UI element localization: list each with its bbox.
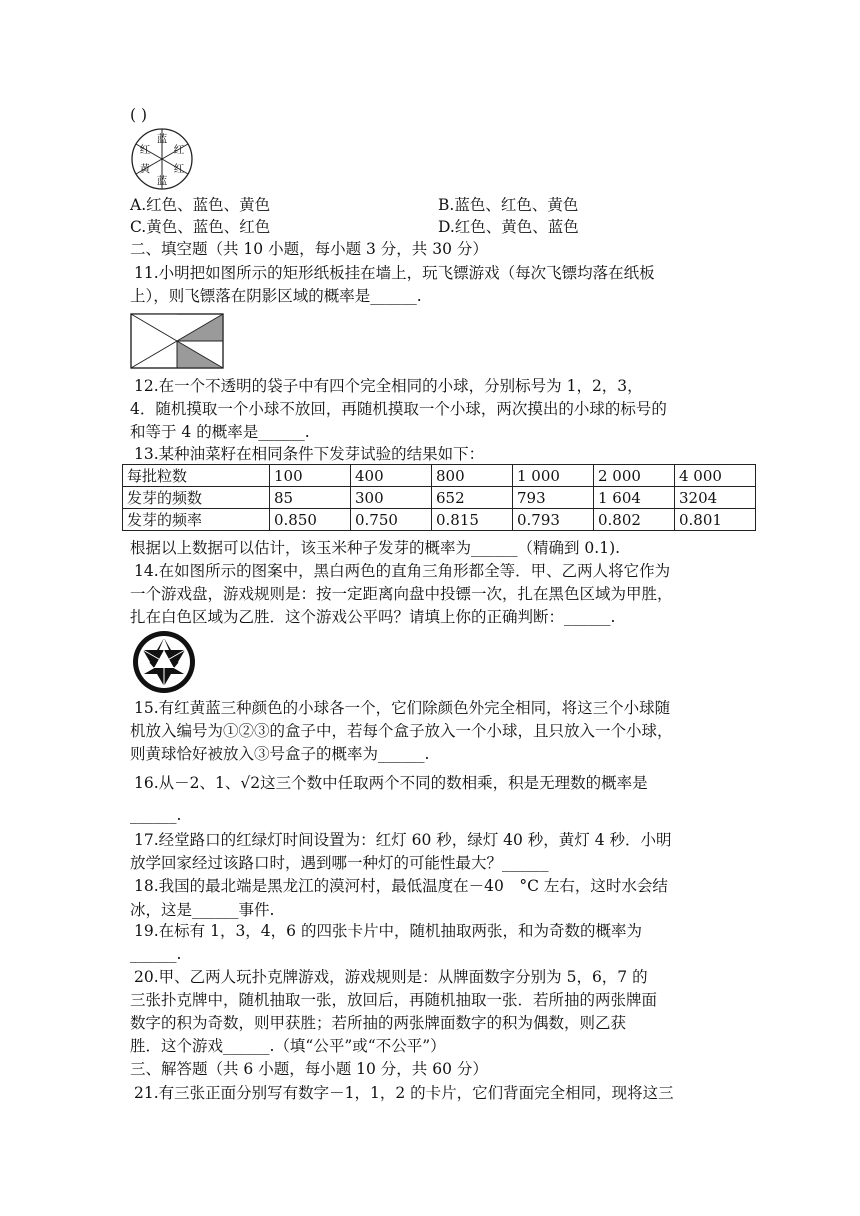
spinner-figure bbox=[130, 127, 194, 191]
q17-line2: 放学回家经过该路口时，遇到哪一种灯的可能性最大？______ bbox=[130, 854, 549, 872]
q19-line2: ______. bbox=[130, 945, 182, 963]
table-cell: 0.815 bbox=[432, 509, 513, 531]
table-cell: 2 000 bbox=[594, 465, 675, 487]
q19-line1: 19.在标有 1，3，4，6 的四张卡片中，随机抽取两张，和为奇数的概率为 bbox=[134, 922, 642, 940]
table-cell: 1 604 bbox=[594, 487, 675, 509]
q18-line2: 冰，这是______事件. bbox=[130, 901, 275, 919]
choice-a: A.红色、蓝色、黄色 bbox=[130, 196, 271, 214]
q15-line2: 机放入编号为①②③的盒子中，若每个盒子放入一个小球，且只放入一个小球， bbox=[130, 722, 673, 740]
table-cell: 793 bbox=[513, 487, 594, 509]
q17-line1: 17.经堂路口的红绿灯时间设置为：红灯 60 秒，绿灯 40 秒，黄灯 4 秒．小明 bbox=[134, 831, 672, 849]
q11-line1: 11.小明把如图所示的矩形纸板挂在墙上，玩飞镖游戏（每次飞镖均落在纸板 bbox=[134, 264, 655, 282]
table-cell: 0.793 bbox=[513, 509, 594, 531]
table-row bbox=[123, 487, 756, 509]
spinner-label: 红 bbox=[173, 144, 185, 156]
choice-b: B.蓝色、红色、黄色 bbox=[438, 196, 579, 214]
table-cell: 每批粒数 bbox=[123, 465, 270, 487]
q11-line2: 上），则飞镖落在阴影区域的概率是______. bbox=[130, 287, 422, 305]
table-cell: 400 bbox=[351, 465, 432, 487]
q16-line2: ______. bbox=[130, 806, 182, 824]
table-cell: 0.850 bbox=[270, 509, 351, 531]
triangle-pattern-figure bbox=[131, 630, 197, 694]
q12-line2: 4．随机摸取一个小球不放回，再随机摸取一个小球，两次摸出的小球的标号的 bbox=[130, 400, 667, 418]
spinner-label: 红 bbox=[173, 163, 185, 175]
table-cell: 800 bbox=[432, 465, 513, 487]
table-cell: 1 000 bbox=[513, 465, 594, 487]
q15-line1: 15.有红黄蓝三种颜色的小球各一个，它们除颜色外完全相同，将这三个小球随 bbox=[134, 699, 671, 717]
table-cell: 4 000 bbox=[675, 465, 756, 487]
q20-line2: 三张扑克牌中，随机抽取一张，放回后，再随机抽取一张．若所抽的两张牌面 bbox=[130, 991, 658, 1009]
q20-line3: 数字的积为奇数，则甲获胜；若所抽的两张牌面数字的积为偶数，则乙获 bbox=[130, 1014, 627, 1032]
table-cell: 0.802 bbox=[594, 509, 675, 531]
table-cell: 0.801 bbox=[675, 509, 756, 531]
q18-line1: 18.我国的最北端是黑龙江的漠河村，最低温度在－40 °C 左右，这时水会结 bbox=[134, 877, 668, 895]
germination-table bbox=[122, 464, 756, 531]
dartboard-rectangle-figure bbox=[130, 313, 224, 369]
table-cell: 0.750 bbox=[351, 509, 432, 531]
choice-d: D.红色、黄色、蓝色 bbox=[438, 218, 579, 236]
q14-line2: 一个游戏盘，游戏规则是：按一定距离向盘中投镖一次，扎在黑色区域为甲胜， bbox=[130, 585, 673, 603]
q13-after: 根据以上数据可以估计，该玉米种子发芽的概率为______（精确到 0.1). bbox=[130, 539, 621, 557]
q16-line1: 16.从－2、1、√2这三个数中任取两个不同的数相乘，积是无理数的概率是 bbox=[134, 774, 648, 792]
q20-line1: 20.甲、乙两人玩扑克牌游戏，游戏规则是：从牌面数字分别为 5，6，7 的 bbox=[134, 968, 648, 986]
table-cell: 300 bbox=[351, 487, 432, 509]
section2-title: 二、填空题（共 10 小题，每小题 3 分，共 30 分） bbox=[130, 240, 488, 258]
table-cell: 85 bbox=[270, 487, 351, 509]
spinner-label: 红 bbox=[139, 144, 151, 156]
q15-line3: 则黄球恰好被放入③号盒子的概率为______. bbox=[130, 745, 430, 763]
q14-line1: 14.在如图所示的图案中，黑白两色的直角三角形都全等．甲、乙两人将它作为 bbox=[134, 562, 671, 580]
q12-line1: 12.在一个不透明的袋子中有四个完全相同的小球，分别标号为 1，2，3， bbox=[134, 377, 643, 395]
table-row bbox=[123, 509, 756, 531]
table-cell: 3204 bbox=[675, 487, 756, 509]
spinner-label: 蓝 bbox=[156, 175, 168, 187]
q20-line4: 胜．这个游戏______.（填“公平”或“不公平”） bbox=[130, 1037, 446, 1055]
table-cell: 100 bbox=[270, 465, 351, 487]
spinner-label: 蓝 bbox=[156, 133, 168, 145]
table-row bbox=[123, 465, 756, 487]
table-cell: 652 bbox=[432, 487, 513, 509]
section3-title: 三、解答题（共 6 小题，每小题 10 分，共 60 分） bbox=[130, 1060, 488, 1078]
q13-line1: 13.某种油菜籽在相同条件下发芽试验的结果如下： bbox=[134, 445, 485, 463]
table-cell: 发芽的频率 bbox=[123, 509, 270, 531]
spinner-label: 黄 bbox=[139, 163, 151, 175]
table-cell: 发芽的频数 bbox=[123, 487, 270, 509]
q21-line1: 21.有三张正面分别写有数字－1，1，2 的卡片，它们背面完全相同，现将这三 bbox=[134, 1084, 674, 1102]
choice-c: C.黄色、蓝色、红色 bbox=[130, 218, 271, 236]
q10-paren: ( ) bbox=[130, 106, 148, 124]
q14-line3: 扎在白色区域为乙胜．这个游戏公平吗？请填上你的正确判断：______. bbox=[130, 608, 616, 626]
q12-line3: 和等于 4 的概率是______. bbox=[130, 423, 310, 441]
